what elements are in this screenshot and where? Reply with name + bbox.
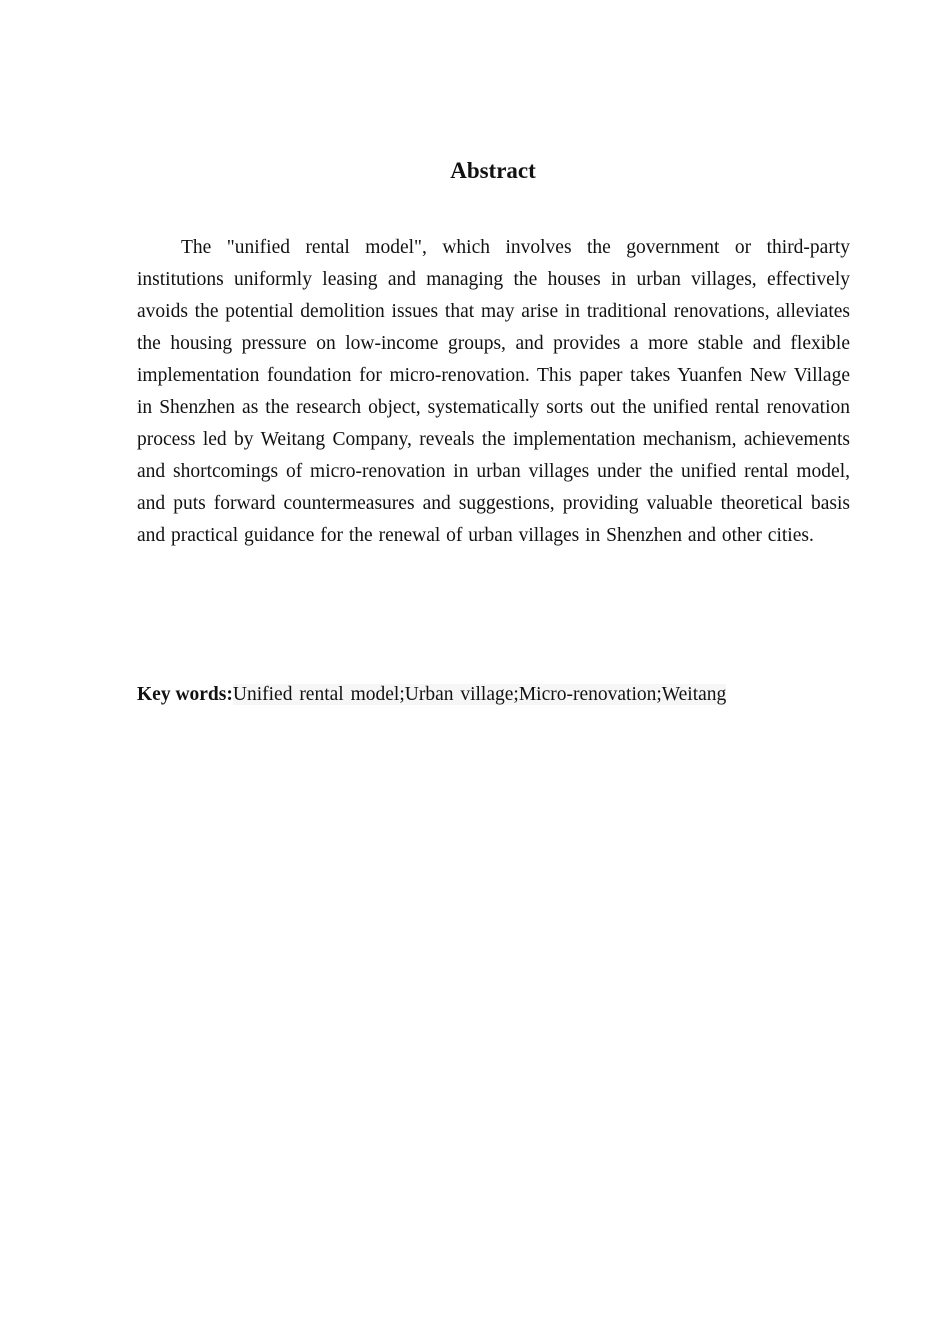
abstract-title: Abstract — [450, 158, 536, 183]
abstract-paragraph: The "unified rental model", which involves the government or third-party institutions uniformly leasing and managing the houses in urban villages, effectively avoids the potential demolition issues that may arise in traditional renovations, alleviates the housing pressure on low-income groups, and provides a more stable and flexible implementation foundation for micro-renovation. This paper takes Yuanfen New Village in Shenzhen as the research object, systematically sorts out the unified rental renovation process led by Weitang Company, reveals the implementation mechanism, achievements and shortcomings of micro-renovation in urban villages under the unified rental model, and puts forward countermeasures and suggestions, providing valuable theoretical basis and practical guidance for the renewal of urban villages in Shenzhen and other cities. — [137, 237, 850, 546]
keywords-label: Key words: — [137, 684, 233, 705]
keywords-list: Unified rental model;Urban village;Micro-renovation;Weitang — [232, 684, 727, 705]
keywords-line — [137, 680, 850, 710]
